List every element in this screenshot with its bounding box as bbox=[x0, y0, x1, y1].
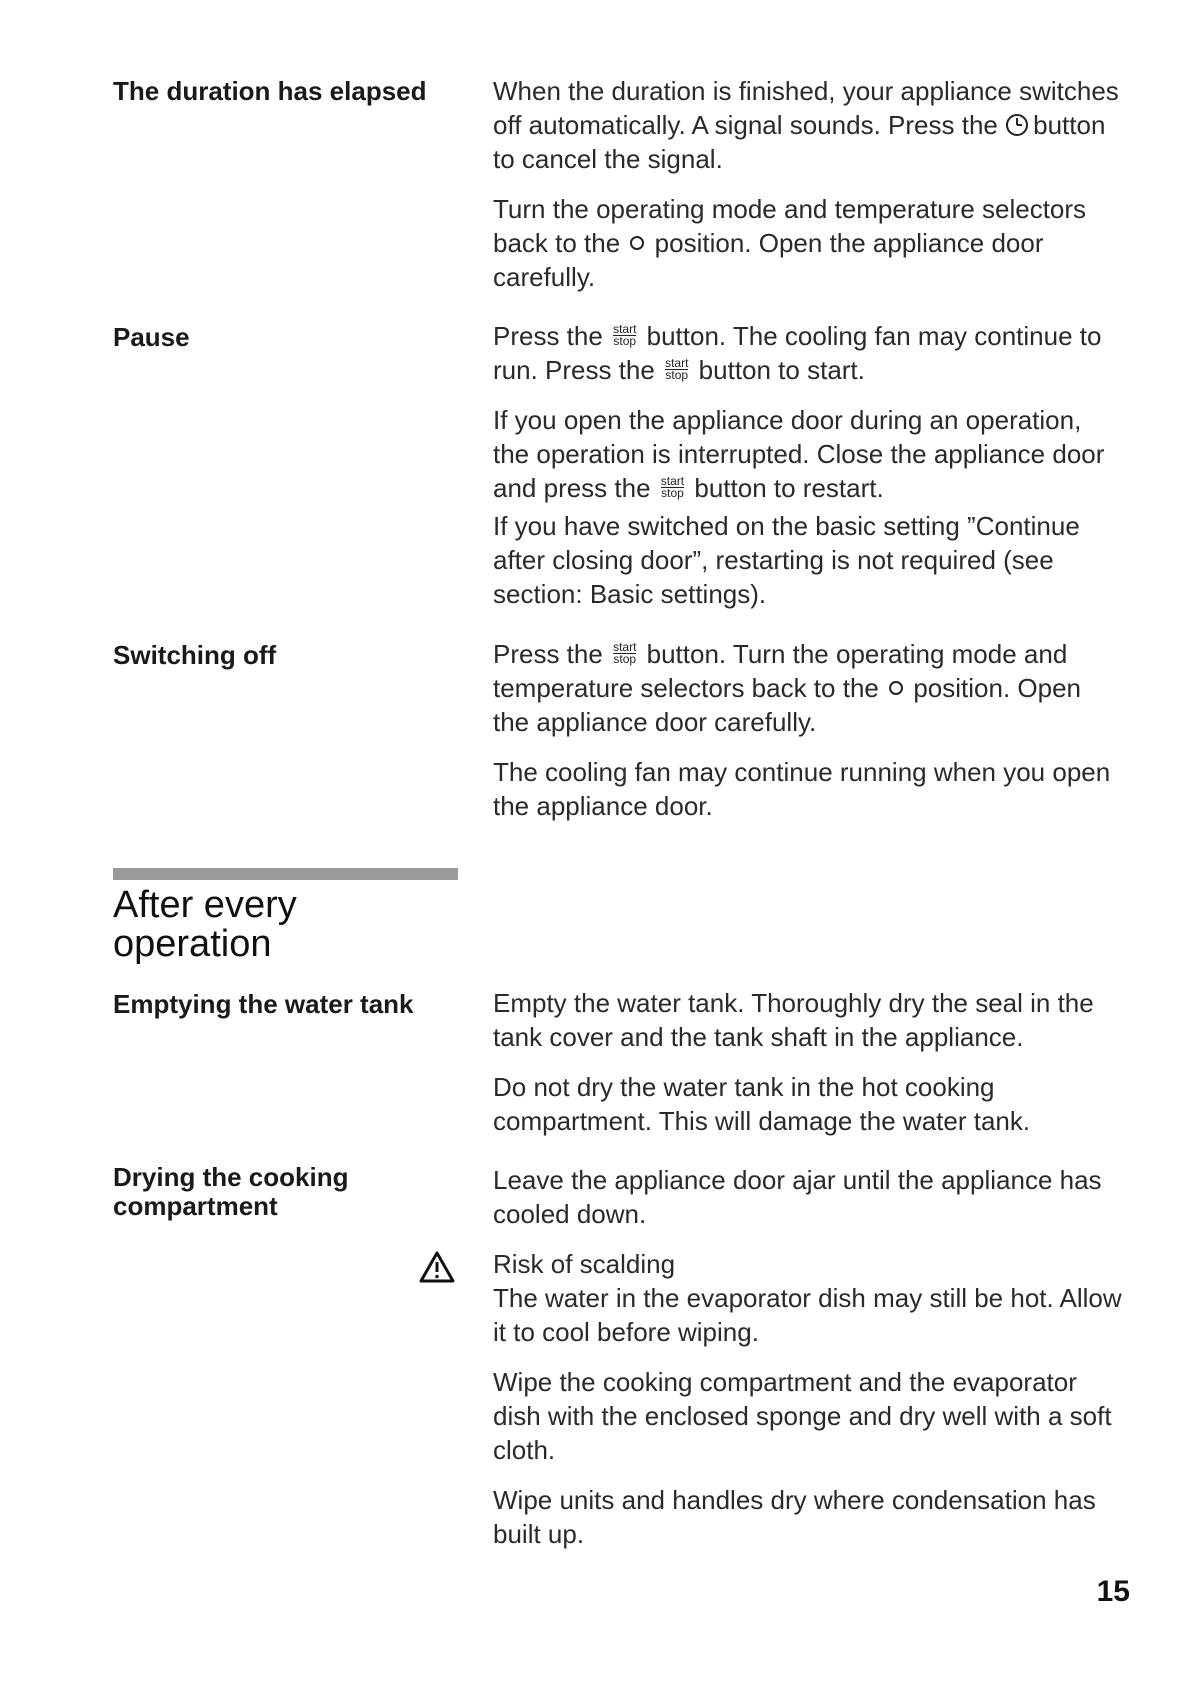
stop-label: stop bbox=[665, 367, 689, 382]
section-title-line: operation bbox=[113, 923, 272, 965]
section-title bbox=[113, 886, 493, 964]
warning-block bbox=[493, 1247, 1123, 1349]
paragraph: Wipe the cooking compartment and the evaporator dish with the enclosed sponge and dry well with a soft cloth. bbox=[493, 1367, 1112, 1465]
paragraph: Do not dry the water tank in the hot cooking compartment. This will damage the water tank. bbox=[493, 1072, 1031, 1136]
text-span: Turn the operating mode and temperature selectors back to the bbox=[493, 194, 1087, 258]
warning-triangle-icon bbox=[418, 1250, 456, 1284]
section-title-line: After every bbox=[113, 884, 297, 926]
stop-label: stop bbox=[613, 333, 637, 348]
start-stop-icon bbox=[665, 355, 689, 382]
start-label: start bbox=[660, 473, 685, 488]
row-body-drying-compartment bbox=[493, 1163, 1123, 1567]
start-label: start bbox=[613, 639, 637, 654]
paragraph: Wipe units and handles dry where condensation has built up. bbox=[493, 1485, 1096, 1549]
stop-label: stop bbox=[661, 485, 684, 500]
text-span: Press the bbox=[493, 639, 603, 669]
text-span: position. Open the appliance door carefully. bbox=[493, 228, 1044, 292]
row-label-drying-compartment: Drying the cooking compartment bbox=[113, 1162, 349, 1221]
text-span: button to cancel the signal. bbox=[493, 110, 1106, 174]
text-span: button to restart. bbox=[694, 473, 884, 503]
row-body-emptying-water-tank bbox=[493, 986, 1123, 1154]
paragraph bbox=[493, 74, 1123, 176]
row-label-pause: Pause bbox=[113, 322, 190, 352]
start-label: start bbox=[613, 321, 637, 336]
off-position-icon bbox=[629, 235, 645, 251]
row-label-duration-elapsed: The duration has elapsed bbox=[113, 76, 427, 106]
row-body-pause bbox=[493, 319, 1123, 627]
row-body-duration-elapsed bbox=[493, 74, 1123, 310]
section-divider bbox=[113, 868, 458, 880]
clock-icon bbox=[1005, 113, 1029, 137]
paragraph: Leave the appliance door ajar until the appliance has cooled down. bbox=[493, 1165, 1102, 1229]
start-stop-icon bbox=[613, 321, 637, 348]
start-stop-icon bbox=[660, 473, 685, 500]
text-span: button to start. bbox=[698, 355, 865, 385]
row-body-switching-off bbox=[493, 637, 1123, 839]
start-label: start bbox=[665, 355, 689, 370]
paragraph bbox=[493, 192, 1123, 294]
warning-text: The water in the evaporator dish may still be hot. Allow it to cool before wiping. bbox=[493, 1283, 1122, 1347]
warning-title: Risk of scalding bbox=[493, 1249, 676, 1279]
off-position-icon bbox=[888, 680, 904, 696]
text-span: position. Open the appliance door carefully. bbox=[493, 673, 1082, 737]
text-span: If you open the appliance door during an operation, the operation is interrupted. Close the appliance door and press the bbox=[493, 405, 1105, 503]
paragraph: Empty the water tank. Thoroughly dry the seal in the tank cover and the tank shaft in the appliance. bbox=[493, 988, 1094, 1052]
text-span: When the duration is finished, your appliance switches off automatically. A signal sounds. Press the bbox=[493, 76, 1119, 140]
paragraph bbox=[493, 319, 1123, 387]
text-span: button. The cooling fan may continue to run. Press the bbox=[493, 321, 1102, 385]
paragraph bbox=[493, 637, 1123, 739]
page-number: 15 bbox=[1096, 1575, 1130, 1608]
start-stop-icon bbox=[613, 639, 637, 666]
text-span: button. Turn the operating mode and temperature selectors back to the bbox=[493, 639, 1068, 703]
stop-label: stop bbox=[613, 651, 637, 666]
text-span: Press the bbox=[493, 321, 603, 351]
paragraph bbox=[493, 403, 1123, 505]
row-label-switching-off: Switching off bbox=[113, 640, 277, 670]
paragraph: The cooling fan may continue running when you open the appliance door. bbox=[493, 757, 1111, 821]
paragraph: If you have switched on the basic setting ”Continue after closing door”, restarting is not required (see section: Basic settings). bbox=[493, 511, 1080, 609]
row-label-emptying-water-tank: Emptying the water tank bbox=[113, 989, 414, 1019]
